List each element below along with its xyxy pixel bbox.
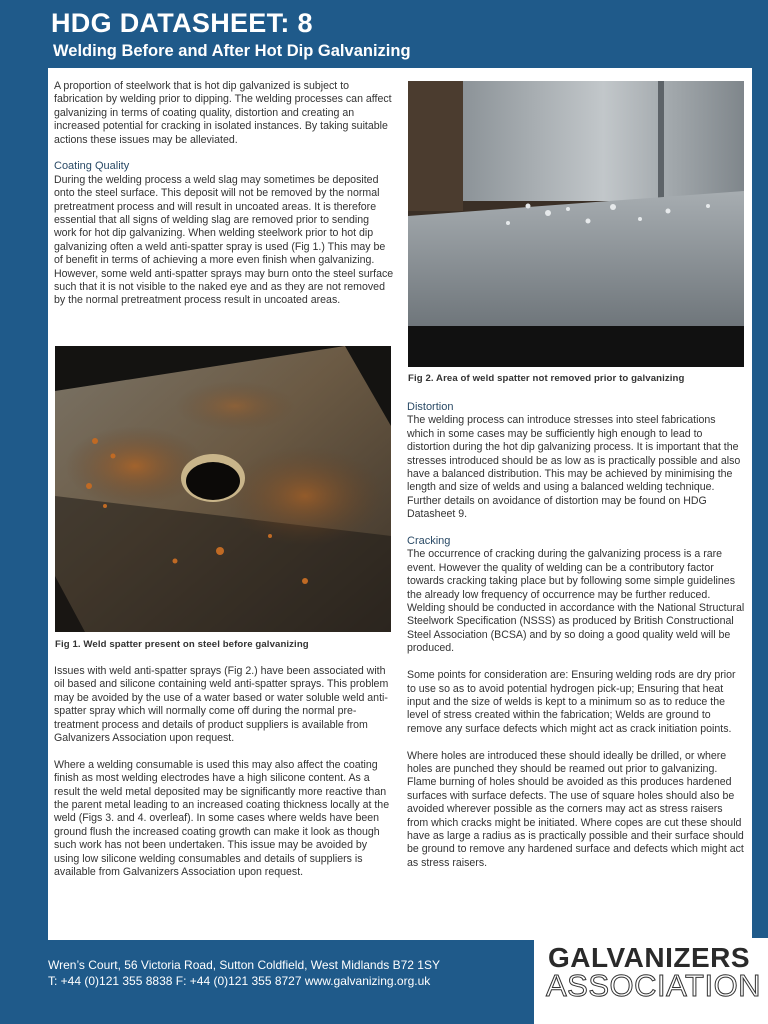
fig1-photo [55, 346, 391, 632]
anti-spatter-paragraph: Issues with weld anti-spatter sprays (Fig 2.) have been associated with oil based and silicone containing weld anti-spatter sprays. This problem may be avoided by the use of a water based or water soluble weld anti-spatter spray which will normally come off during the normal pre-treatment process and details of product suppliers is available from Galvanizers Association upon request. [54, 665, 389, 745]
left-column-top [54, 80, 394, 321]
datasheet-title: HDG DATASHEET: 8 [51, 8, 313, 38]
cracking-paragraph: The occurrence of cracking during the galvanizing process is a rare event. However the quality of welding can be a contributory factor towards cracking taking place but by following some simple guidelines the already low frequency of occurrence may be further reduced. Welding should be conducted in accordance with the National Structural Steelwork Specification (NSSS) as produced by British Constructional Steel Association (BCSA) and by so doing a good quality weld will be produced. [407, 548, 745, 655]
holes-paragraph: Where holes are introduced these should ideally be drilled, or where holes are punched they should be reamed out prior to galvanizing. Flame burning of holes should be avoided as this produces hardened surfaces with surface defects. The use of square holes should also be avoided wherever possible as the corners may act as stress raisers from which cracks might be initiated. Where copes are cut these should have as large a radius as is practically possible and their surface should be ground to remove any hardened surface and defects which might act as stress raisers. [407, 749, 744, 869]
cracking-heading: Cracking [407, 535, 451, 548]
footer-phone-web: T: +44 (0)121 355 8838 F: +44 (0)121 355 8727 www.galvanizing.org.uk [48, 974, 431, 988]
fig2-photo [408, 81, 744, 367]
intro-paragraph: A proportion of steelwork that is hot dip galvanized is subject to fabrication by welding prior to dipping. The welding processes can affect galvanizing in terms of coating quality, distortion and creating an increased potential for cracking in isolated instances. By taking suitable actions these issues may be alleviated. [54, 80, 392, 146]
right-column [407, 399, 745, 884]
coating-quality-paragraph: During the welding process a weld slag may sometimes be deposited onto the steel surface. This deposit will not be removed by the normal pretreatment process and will result in uncoated areas. It is therefore essential that all signs of welding slag are removed prior to sending work for hot dip galvanizing. When welding steelwork prior to hot dip galvanizing often a weld anti-spatter spray is used (Fig 1.) This may be of benefit in terms of achieving a more even finish when galvanizing. However, some weld anti-spatter sprays may burn onto the steel surface such that it is not visible to the naked eye and as they are not removed by the normal pretreatment process result in uncoated areas. [54, 173, 394, 307]
footer-address: Wren’s Court, 56 Victoria Road, Sutton Coldfield, West Midlands B72 1SY [48, 958, 440, 972]
points-paragraph: Some points for consideration are: Ensuring welding rods are dry prior to use so as to avoid potential hydrogen pick-up; Ensuring that heat input and the size of welds is kept to a minimum so as to reduce the level of stress created within the fabrication; Welds are ground to remove any surface defects which might act as crack initiation points. [407, 669, 736, 735]
header-band [0, 0, 768, 66]
distortion-paragraph: The welding process can introduce stresses into steel fabrications which in some cases may be sufficiently high enough to lead to distortion during the hot dip galvanizing process. It is important that the stresses introduced should be as low as is practically possible and also have a balanced distribution. This may be achieved by minimising the length and size of welds and using a balanced welding technique. Further details on avoidance of distortion may be found on HDG Datasheet 9. [407, 414, 741, 521]
distortion-heading: Distortion [407, 401, 454, 413]
logo-galvanizers: GALVANIZERS [548, 942, 751, 973]
footer-contact [48, 957, 440, 989]
coating-quality-heading: Coating Quality [54, 160, 130, 173]
content-sheet [48, 68, 752, 940]
datasheet-subtitle: Welding Before and After Hot Dip Galvanizing [53, 42, 411, 60]
left-column-bottom [54, 665, 394, 893]
fig2-caption: Fig 2. Area of weld spatter not removed prior to galvanizing [408, 373, 685, 384]
fig1-caption: Fig 1. Weld spatter present on steel before galvanizing [55, 639, 309, 650]
logo-association: ASSOCIATION [546, 968, 762, 1003]
welding-consumable-paragraph: Where a welding consumable is used this may also affect the coating finish as most welding electrodes have a high silicone content. As a result the weld metal deposited may be significantly more reactive than the parent metal leading to an increased coating thickness locally at the weld (Figs 3. and 4. overleaf). In some cases where welds have been ground flush the increased coating growth can make it look as though such work has not been undertaken. This issue may be avoided by using low silicone welding consumables and details of suppliers is available from Galvanizers Association upon request. [54, 758, 390, 879]
